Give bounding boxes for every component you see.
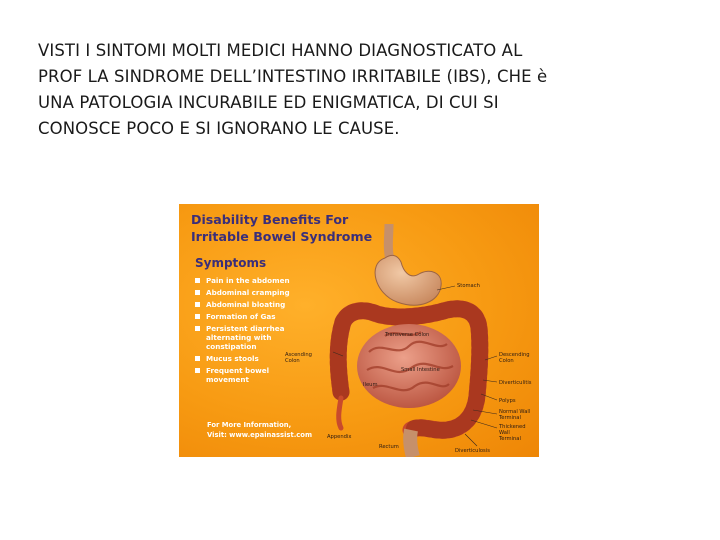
label-ascending-colon: Ascending Colon	[285, 352, 312, 364]
rectum-shape	[410, 430, 413, 457]
symptom-item	[195, 288, 313, 297]
label-rectum: Rectum	[379, 444, 399, 450]
label-diverticulosis: Diverticulosis	[455, 448, 490, 454]
label-diverticulitis: Diverticulitis	[499, 380, 532, 386]
symptom-text: Formation of Gas	[206, 312, 276, 321]
label-descending-colon: Descending Colon	[499, 352, 530, 364]
symptom-item	[195, 276, 313, 285]
label-normal-wall: Normal Wall Terminal	[499, 409, 531, 421]
symptom-text: Mucus stools	[206, 354, 259, 363]
symptoms-list	[195, 276, 313, 387]
slide-line: CONOSCE POCO E SI IGNORANO LE CAUSE.	[38, 119, 400, 138]
symptom-text: Frequent bowel movement	[206, 366, 270, 384]
label-appendix: Appendix	[327, 434, 352, 440]
slide-line: VISTI I SINTOMI MOLTI MEDICI HANNO DIAGNOSTICATO AL	[38, 41, 523, 60]
symptom-text: Pain in the abdomen	[206, 276, 290, 285]
digestive-system-illustration	[285, 224, 537, 457]
appendix-shape	[339, 398, 341, 428]
symptoms-heading: Symptoms	[195, 256, 267, 270]
bullet-icon	[195, 326, 200, 331]
label-polyps: Polyps	[499, 398, 516, 404]
slide-line: UNA PATOLOGIA INCURABILE ED ENIGMATICA, DI CUI SI	[38, 93, 499, 112]
stomach-shape	[375, 255, 441, 305]
bullet-icon	[195, 278, 200, 283]
label-small-intestine: Small Intestine	[401, 367, 440, 373]
bullet-icon	[195, 290, 200, 295]
label-transverse-colon: Transverse Colon	[385, 332, 430, 338]
bullet-icon	[195, 356, 200, 361]
symptom-text: Persistent diarrhea alternating with constipation	[206, 324, 285, 351]
symptom-item	[195, 366, 313, 384]
symptom-text: Abdominal bloating	[206, 300, 286, 309]
esophagus-shape	[388, 224, 390, 260]
ibs-infographic	[179, 204, 539, 457]
symptom-item	[195, 312, 313, 321]
label-stomach: Stomach	[457, 283, 480, 289]
more-info-line: For More Information,	[207, 421, 292, 429]
slide-paragraph	[38, 38, 688, 142]
symptom-item	[195, 300, 313, 309]
poster-title-line: Disability Benefits For	[191, 212, 349, 227]
bullet-icon	[195, 368, 200, 373]
symptom-item	[195, 324, 313, 351]
digestive-tract-drawing	[297, 224, 537, 457]
slide-line: PROF LA SINDROME DELL’INTESTINO IRRITABILE (IBS), CHE è	[38, 67, 548, 86]
poster-title-line: Irritable Bowel Syndrome	[191, 229, 373, 244]
symptom-text: Abdominal cramping	[206, 288, 290, 297]
more-info-line: Visit: www.epainassist.com	[207, 431, 313, 439]
label-ileum: Ileum	[363, 382, 378, 388]
bullet-icon	[195, 302, 200, 307]
label-thickened-wall: Thickened Wall Terminal	[499, 424, 526, 442]
bullet-icon	[195, 314, 200, 319]
